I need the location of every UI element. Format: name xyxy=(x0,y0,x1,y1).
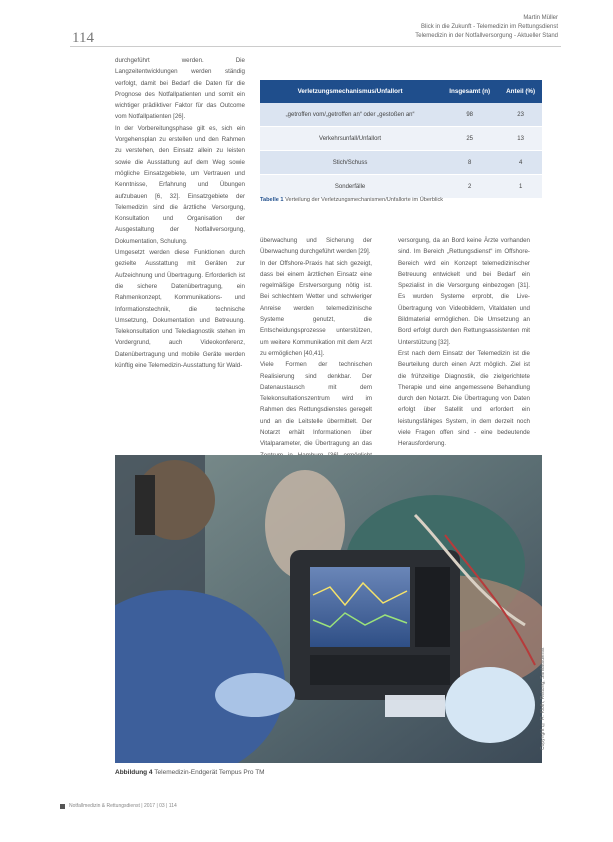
table-row xyxy=(260,175,542,199)
middle-text-column xyxy=(260,235,372,472)
page-number: 114 xyxy=(72,30,94,46)
table-cell: 98 xyxy=(440,103,499,127)
right-text-column xyxy=(398,235,530,450)
figure-caption xyxy=(115,769,265,776)
table-cell: Sonderfälle xyxy=(260,175,440,199)
table-cell: 25 xyxy=(440,127,499,151)
header-line: Telemedizin in der Notfallversorgung - Aktueller Stand xyxy=(415,33,558,39)
table-cell: 23 xyxy=(499,103,542,127)
footer-square-icon xyxy=(60,804,65,809)
paragraph: Viele Formen der technischen Realisierung sind denkbar. Der Datenaustausch mit dem Telekonsultationszentrum wird im Rahmen des Rettungsdienstes geregelt und an die Leitstelle übermittelt. Der Notarzt erhält Informationen über Vitalparameter, die Übertragung an das xyxy=(260,361,372,448)
injury-table xyxy=(260,80,542,199)
table-cell: 2 xyxy=(440,175,499,199)
table-cell: 1 xyxy=(499,175,542,199)
paragraph: durchgeführt werden. Die Langzeitentwicklungen werden ständig verfolgt, damit bei Bedarf die Daten für die Prognose des Notfallpatienten und somit ein wichtiger prädiktiver Faktor für das Outcome vom Notfallpatienten [26]. xyxy=(115,57,245,121)
table-cell: 13 xyxy=(499,127,542,151)
table-header: Anteil (%) xyxy=(499,80,542,103)
paragraph: versorgung, da an Bord keine Ärzte vorhanden sind. Im Bereich „Rettungsdienst“ im Offshore-Bereich wird ein Konzept telemedizinischer Betreuung entwickelt und bei Bedarf ein Spezialist in die Versorgung einbezogen [31]. Es wurden Systeme erprobt, die Live-Übertragung von Videobildern, Vitaldaten und Bildmaterial ermöglichen. Die Umsetzung an Bord erfolgt durch den Rettungsassistenten mit Unterstützung [32]. xyxy=(398,237,530,346)
table-row xyxy=(260,127,542,151)
table-cell: 4 xyxy=(499,151,542,175)
paragraph: In der Vorbereitungsphase gilt es, sich ein Vorgehensplan zu erstellen und den Rahmen zu verstehen, den Einsatz allein zu leisten sowie die Ausstattung auf dem Weg sowie mögliche Einsatzgebiete, um Vertrauen und Kenntnisse, Erfahrung und Übungen aufzubauen [6, 32]. Einsatzgebiete der Telemedizin sind die ärztliche Versorgung, Konsultation und Organisation der Ausgestaltung der Notfallversorgung, Dokumentation, Schulung. xyxy=(115,124,245,245)
figure-caption-text: Telemedizin-Endgerät Tempus Pro TM xyxy=(154,769,265,776)
table-cell: Stich/Schuss xyxy=(260,151,440,175)
table-header: Verletzungsmechanismus/Unfallort xyxy=(260,80,440,103)
table-caption-label: Tabelle 1 xyxy=(260,197,284,203)
paragraph: In der Offshore-Praxis hat sich gezeigt, dass bei einem ärztlichen Einsatz eine regelmäßige Erstversorgung nötig ist. Bei schlechtem Wetter und schwieriger Anreise werden telemedizinische Systeme genutzt, die Entscheidungsprozesse unterstützen, um weitere Kommunikation mit dem Arzt zu ermöglichen [40,41]. xyxy=(260,259,372,357)
paragraph: Erst nach dem Einsatz der Telemedizin ist die Beurteilung durch einen Arzt möglich. Ziel ist die frühzeitige Diagnostik, die zielgerichtete Therapie und eine angemessene Behandlung durch den Notarzt. Die Übertragung von Daten erfolgt über Satellit und erfordert ein leistungsfähiges System, in dem derzeit noch viele Fragen offen sind - eine bedeutende Herausforderung. xyxy=(398,349,530,448)
table-cell: „getroffen vom/„getroffen an“ oder „gestoßen an“ xyxy=(260,103,440,127)
table-row xyxy=(260,151,542,175)
telemedicine-device-photo xyxy=(115,455,542,763)
table-cell: Verkehrsunfall/Unfallort xyxy=(260,127,440,151)
header-divider xyxy=(70,46,561,47)
table-caption-text: Verteilung der Verletzungsmechanismen/Unfallorte im Überblick xyxy=(285,197,444,203)
header-line: Blick in die Zukunft - Telemedizin im Rettungsdienst xyxy=(421,24,558,30)
photo-credit: Copyright © R. Kloth, Rettung, Sanitätsdienst xyxy=(540,647,546,750)
figure-caption-label: Abbildung 4 xyxy=(115,769,153,776)
table-header: Insgesamt (n) xyxy=(440,80,499,103)
table-cell: 8 xyxy=(440,151,499,175)
running-header xyxy=(415,14,558,41)
header-author: Martin Müller xyxy=(523,15,558,21)
footer-text: Notfallmedizin & Rettungsdienst | 2017 | 03 | 114 xyxy=(69,803,177,809)
paragraph: Umgesetzt werden diese Funktionen durch gezielte Ausstattung mit Geräten zur Aufzeichnung und Übertragung. Erforderlich ist die sichere Datenübertragung, ein Rahmenkonzept, Kommunikations- und Informationstechnik, die technische Umsetzung, Dokumentation und Betreuung. Telekonsultation und Telediagnostik stehen im Vordergrund, auch Videokonferenz, Datenübertragung und mobile Geräte werden künftig eine Telemedizin-Ausstattung für Wald- xyxy=(115,249,245,370)
page-footer xyxy=(60,803,177,809)
table-caption xyxy=(260,197,443,203)
left-text-column xyxy=(115,55,245,371)
paragraph: überwachung und Sicherung der Überwachung durchgeführt werden [29]. xyxy=(260,237,372,256)
table-row xyxy=(260,103,542,127)
